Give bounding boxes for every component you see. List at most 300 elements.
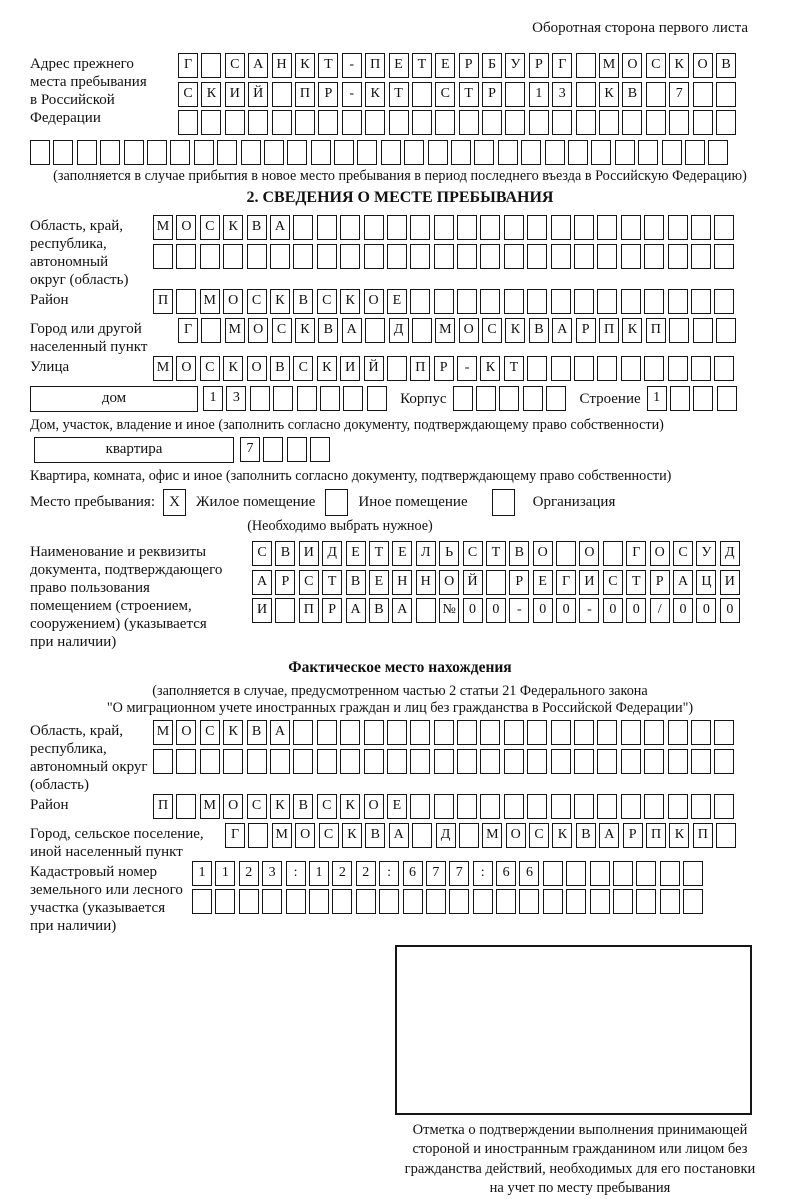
char-box[interactable] <box>644 794 664 819</box>
char-box[interactable] <box>716 318 736 343</box>
char-box[interactable] <box>434 794 454 819</box>
prev-address-row-4[interactable] <box>30 140 770 165</box>
char-box[interactable] <box>716 110 736 135</box>
char-box[interactable] <box>410 794 430 819</box>
char-box[interactable]: О <box>247 356 267 381</box>
char-box[interactable] <box>621 244 641 269</box>
char-box[interactable] <box>566 889 586 914</box>
char-box[interactable] <box>551 356 571 381</box>
char-box[interactable] <box>387 720 407 745</box>
char-box[interactable]: О <box>248 318 268 343</box>
char-box[interactable] <box>527 794 547 819</box>
char-box[interactable]: А <box>673 570 693 595</box>
char-box[interactable]: О <box>176 215 196 240</box>
char-box[interactable]: О <box>364 289 384 314</box>
char-box[interactable]: : <box>286 861 306 886</box>
char-box[interactable] <box>270 244 290 269</box>
char-box[interactable]: А <box>392 598 412 623</box>
char-box[interactable] <box>621 289 641 314</box>
char-box[interactable]: 3 <box>552 82 572 107</box>
char-box[interactable]: П <box>295 82 315 107</box>
char-box[interactable]: К <box>480 356 500 381</box>
char-box[interactable] <box>217 140 237 165</box>
char-box[interactable]: Е <box>369 570 389 595</box>
char-box[interactable]: Ц <box>696 570 716 595</box>
char-box[interactable]: И <box>252 598 272 623</box>
char-box[interactable]: - <box>342 53 362 78</box>
char-box[interactable] <box>410 749 430 774</box>
char-box[interactable] <box>714 749 734 774</box>
char-box[interactable] <box>272 82 292 107</box>
char-box[interactable] <box>457 749 477 774</box>
document-row-3[interactable] <box>252 598 743 623</box>
char-box[interactable] <box>527 720 547 745</box>
char-box[interactable]: К <box>270 289 290 314</box>
char-box[interactable] <box>576 110 596 135</box>
char-box[interactable] <box>644 215 664 240</box>
char-box[interactable]: В <box>247 720 267 745</box>
char-box[interactable]: Н <box>416 570 436 595</box>
char-box[interactable] <box>576 53 596 78</box>
char-box[interactable] <box>153 749 173 774</box>
char-box[interactable] <box>317 720 337 745</box>
char-box[interactable]: С <box>293 356 313 381</box>
document-row-1[interactable] <box>252 541 743 566</box>
char-box[interactable] <box>428 140 448 165</box>
char-box[interactable] <box>708 140 728 165</box>
char-box[interactable] <box>644 356 664 381</box>
char-box[interactable] <box>178 110 198 135</box>
char-box[interactable]: Г <box>178 53 198 78</box>
char-box[interactable] <box>273 386 293 411</box>
char-box[interactable]: 1 <box>309 861 329 886</box>
char-box[interactable]: 1 <box>647 386 667 411</box>
char-box[interactable]: Т <box>318 53 338 78</box>
char-box[interactable]: О <box>533 541 553 566</box>
char-box[interactable] <box>389 110 409 135</box>
char-box[interactable] <box>529 110 549 135</box>
char-box[interactable] <box>318 110 338 135</box>
char-box[interactable]: А <box>252 570 272 595</box>
char-box[interactable]: В <box>293 794 313 819</box>
char-box[interactable]: Т <box>486 541 506 566</box>
char-box[interactable] <box>621 794 641 819</box>
char-box[interactable] <box>170 140 190 165</box>
char-box[interactable]: О <box>176 356 196 381</box>
char-box[interactable] <box>693 386 713 411</box>
char-box[interactable] <box>599 110 619 135</box>
char-box[interactable] <box>434 215 454 240</box>
char-box[interactable] <box>293 720 313 745</box>
char-box[interactable] <box>498 140 518 165</box>
char-box[interactable] <box>597 215 617 240</box>
char-box[interactable]: С <box>317 289 337 314</box>
char-box[interactable] <box>574 215 594 240</box>
char-box[interactable] <box>714 356 734 381</box>
char-box[interactable] <box>225 110 245 135</box>
char-box[interactable] <box>716 823 736 848</box>
char-box[interactable] <box>53 140 73 165</box>
char-box[interactable] <box>201 110 221 135</box>
char-box[interactable]: О <box>176 720 196 745</box>
char-box[interactable]: 0 <box>486 598 506 623</box>
char-box[interactable]: К <box>295 318 315 343</box>
char-box[interactable]: О <box>579 541 599 566</box>
char-box[interactable]: Г <box>178 318 198 343</box>
char-box[interactable]: В <box>365 823 385 848</box>
char-box[interactable] <box>496 889 516 914</box>
char-box[interactable]: С <box>319 823 339 848</box>
checkbox-other-premises[interactable] <box>325 489 348 516</box>
char-box[interactable]: К <box>223 720 243 745</box>
char-box[interactable] <box>662 140 682 165</box>
char-box[interactable]: В <box>509 541 529 566</box>
char-box[interactable] <box>636 889 656 914</box>
char-box[interactable] <box>504 749 524 774</box>
char-box[interactable] <box>714 720 734 745</box>
char-box[interactable]: Б <box>482 53 502 78</box>
char-box[interactable] <box>551 289 571 314</box>
char-box[interactable] <box>622 110 642 135</box>
char-box[interactable] <box>357 140 377 165</box>
char-box[interactable]: С <box>463 541 483 566</box>
char-box[interactable]: С <box>673 541 693 566</box>
char-box[interactable]: - <box>457 356 477 381</box>
char-box[interactable] <box>574 356 594 381</box>
char-box[interactable]: В <box>293 289 313 314</box>
char-box[interactable]: 7 <box>426 861 446 886</box>
char-box[interactable]: К <box>669 823 689 848</box>
char-box[interactable]: В <box>247 215 267 240</box>
char-box[interactable] <box>317 215 337 240</box>
char-box[interactable] <box>457 244 477 269</box>
char-box[interactable] <box>459 823 479 848</box>
char-box[interactable] <box>77 140 97 165</box>
char-box[interactable]: 7 <box>449 861 469 886</box>
char-box[interactable]: 0 <box>696 598 716 623</box>
char-box[interactable]: Е <box>346 541 366 566</box>
char-box[interactable] <box>683 889 703 914</box>
char-box[interactable]: О <box>506 823 526 848</box>
char-box[interactable]: В <box>369 598 389 623</box>
region-row-2[interactable] <box>153 244 738 269</box>
char-box[interactable] <box>717 386 737 411</box>
char-box[interactable] <box>621 720 641 745</box>
char-box[interactable] <box>223 244 243 269</box>
char-box[interactable]: О <box>622 53 642 78</box>
char-box[interactable] <box>551 720 571 745</box>
char-box[interactable] <box>340 244 360 269</box>
char-box[interactable]: 3 <box>226 386 246 411</box>
char-box[interactable] <box>714 794 734 819</box>
char-box[interactable] <box>597 244 617 269</box>
char-box[interactable] <box>636 861 656 886</box>
char-box[interactable]: П <box>153 794 173 819</box>
char-box[interactable]: Е <box>435 53 455 78</box>
char-box[interactable]: Р <box>459 53 479 78</box>
char-box[interactable] <box>100 140 120 165</box>
char-box[interactable] <box>597 749 617 774</box>
district-row[interactable] <box>153 289 738 314</box>
char-box[interactable]: О <box>223 794 243 819</box>
char-box[interactable] <box>480 244 500 269</box>
char-box[interactable] <box>434 749 454 774</box>
char-box[interactable]: К <box>340 289 360 314</box>
char-box[interactable] <box>552 110 572 135</box>
char-box[interactable] <box>272 110 292 135</box>
char-box[interactable]: А <box>270 215 290 240</box>
char-box[interactable] <box>519 889 539 914</box>
char-box[interactable]: 7 <box>669 82 689 107</box>
char-box[interactable] <box>504 215 524 240</box>
char-box[interactable] <box>473 889 493 914</box>
char-box[interactable] <box>453 386 473 411</box>
char-box[interactable] <box>340 749 360 774</box>
char-box[interactable] <box>668 749 688 774</box>
char-box[interactable] <box>343 386 363 411</box>
korpus-boxes[interactable] <box>453 386 570 411</box>
char-box[interactable]: 0 <box>673 598 693 623</box>
char-box[interactable] <box>660 861 680 886</box>
prev-address-row-1[interactable] <box>178 53 739 78</box>
char-box[interactable]: У <box>696 541 716 566</box>
cadastral-row-2[interactable] <box>192 889 707 914</box>
char-box[interactable]: В <box>318 318 338 343</box>
char-box[interactable] <box>215 889 235 914</box>
char-box[interactable] <box>317 244 337 269</box>
char-box[interactable] <box>621 749 641 774</box>
char-box[interactable]: К <box>295 53 315 78</box>
char-box[interactable]: О <box>364 794 384 819</box>
char-box[interactable]: 1 <box>215 861 235 886</box>
char-box[interactable] <box>691 794 711 819</box>
char-box[interactable] <box>499 386 519 411</box>
char-box[interactable]: В <box>576 823 596 848</box>
char-box[interactable]: С <box>482 318 502 343</box>
char-box[interactable]: М <box>153 720 173 745</box>
char-box[interactable] <box>591 140 611 165</box>
char-box[interactable] <box>364 749 384 774</box>
char-box[interactable] <box>574 749 594 774</box>
char-box[interactable] <box>403 889 423 914</box>
char-box[interactable] <box>693 82 713 107</box>
char-box[interactable] <box>410 720 430 745</box>
char-box[interactable]: К <box>342 823 362 848</box>
char-box[interactable] <box>574 794 594 819</box>
prev-address-row-3[interactable] <box>178 110 739 135</box>
char-box[interactable] <box>670 386 690 411</box>
char-box[interactable]: С <box>603 570 623 595</box>
char-box[interactable] <box>714 289 734 314</box>
char-box[interactable]: А <box>599 823 619 848</box>
char-box[interactable]: П <box>410 356 430 381</box>
char-box[interactable]: К <box>223 356 243 381</box>
char-box[interactable] <box>644 749 664 774</box>
char-box[interactable] <box>693 318 713 343</box>
char-box[interactable] <box>176 244 196 269</box>
char-box[interactable]: А <box>270 720 290 745</box>
char-box[interactable]: Г <box>552 53 572 78</box>
char-box[interactable]: - <box>509 598 529 623</box>
char-box[interactable]: К <box>223 215 243 240</box>
char-box[interactable] <box>527 749 547 774</box>
char-box[interactable]: Р <box>650 570 670 595</box>
char-box[interactable]: О <box>459 318 479 343</box>
char-box[interactable]: А <box>552 318 572 343</box>
char-box[interactable]: 0 <box>463 598 483 623</box>
checkbox-organization[interactable] <box>492 489 515 516</box>
region-row-1[interactable] <box>153 215 738 240</box>
char-box[interactable]: Д <box>322 541 342 566</box>
char-box[interactable]: Д <box>389 318 409 343</box>
char-box[interactable] <box>714 215 734 240</box>
char-box[interactable]: 7 <box>240 437 260 462</box>
char-box[interactable]: С <box>317 794 337 819</box>
char-box[interactable]: С <box>529 823 549 848</box>
char-box[interactable]: Р <box>482 82 502 107</box>
char-box[interactable] <box>613 861 633 886</box>
char-box[interactable] <box>476 386 496 411</box>
char-box[interactable] <box>410 244 430 269</box>
char-box[interactable]: С <box>200 356 220 381</box>
char-box[interactable]: К <box>552 823 572 848</box>
char-box[interactable] <box>668 215 688 240</box>
char-box[interactable] <box>295 110 315 135</box>
char-box[interactable] <box>364 720 384 745</box>
char-box[interactable] <box>590 861 610 886</box>
char-box[interactable] <box>247 244 267 269</box>
char-box[interactable] <box>200 244 220 269</box>
char-box[interactable]: М <box>272 823 292 848</box>
char-box[interactable] <box>412 318 432 343</box>
char-box[interactable]: Д <box>720 541 740 566</box>
char-box[interactable] <box>480 215 500 240</box>
char-box[interactable]: П <box>153 289 173 314</box>
char-box[interactable] <box>551 794 571 819</box>
char-box[interactable]: Й <box>364 356 384 381</box>
char-box[interactable]: М <box>200 289 220 314</box>
char-box[interactable] <box>387 356 407 381</box>
char-box[interactable]: С <box>252 541 272 566</box>
char-box[interactable]: М <box>482 823 502 848</box>
char-box[interactable] <box>480 720 500 745</box>
char-box[interactable] <box>668 794 688 819</box>
char-box[interactable]: С <box>435 82 455 107</box>
char-box[interactable]: П <box>365 53 385 78</box>
char-box[interactable] <box>457 720 477 745</box>
char-box[interactable] <box>381 140 401 165</box>
char-box[interactable] <box>416 598 436 623</box>
char-box[interactable] <box>486 570 506 595</box>
char-box[interactable]: О <box>439 570 459 595</box>
char-box[interactable]: 0 <box>720 598 740 623</box>
char-box[interactable]: А <box>389 823 409 848</box>
char-box[interactable] <box>270 749 290 774</box>
char-box[interactable] <box>248 110 268 135</box>
char-box[interactable] <box>241 140 261 165</box>
char-box[interactable] <box>379 889 399 914</box>
char-box[interactable]: К <box>201 82 221 107</box>
char-box[interactable] <box>457 794 477 819</box>
char-box[interactable] <box>457 215 477 240</box>
char-box[interactable] <box>434 289 454 314</box>
char-box[interactable]: С <box>646 53 666 78</box>
char-box[interactable] <box>568 140 588 165</box>
char-box[interactable] <box>574 289 594 314</box>
char-box[interactable] <box>287 140 307 165</box>
char-box[interactable] <box>615 140 635 165</box>
char-box[interactable] <box>317 749 337 774</box>
char-box[interactable] <box>410 289 430 314</box>
char-box[interactable]: Р <box>322 598 342 623</box>
char-box[interactable] <box>543 889 563 914</box>
char-box[interactable]: М <box>153 215 173 240</box>
char-box[interactable]: П <box>693 823 713 848</box>
char-box[interactable] <box>367 386 387 411</box>
char-box[interactable] <box>716 82 736 107</box>
char-box[interactable]: С <box>225 53 245 78</box>
char-box[interactable] <box>387 749 407 774</box>
char-box[interactable] <box>340 215 360 240</box>
char-box[interactable] <box>576 82 596 107</box>
char-box[interactable] <box>482 110 502 135</box>
char-box[interactable] <box>286 889 306 914</box>
char-box[interactable]: Р <box>576 318 596 343</box>
char-box[interactable]: К <box>270 794 290 819</box>
char-box[interactable] <box>556 541 576 566</box>
char-box[interactable] <box>668 356 688 381</box>
char-box[interactable] <box>683 861 703 886</box>
char-box[interactable] <box>201 53 221 78</box>
char-box[interactable]: 3 <box>262 861 282 886</box>
char-box[interactable]: Г <box>225 823 245 848</box>
char-box[interactable] <box>200 749 220 774</box>
char-box[interactable] <box>504 289 524 314</box>
char-box[interactable]: С <box>200 215 220 240</box>
char-box[interactable]: Г <box>626 541 646 566</box>
char-box[interactable] <box>297 386 317 411</box>
char-box[interactable]: Т <box>412 53 432 78</box>
char-box[interactable]: № <box>439 598 459 623</box>
char-box[interactable] <box>364 244 384 269</box>
char-box[interactable] <box>474 140 494 165</box>
char-box[interactable] <box>263 437 283 462</box>
char-box[interactable] <box>685 140 705 165</box>
char-box[interactable] <box>342 110 362 135</box>
char-box[interactable] <box>574 720 594 745</box>
char-box[interactable] <box>545 140 565 165</box>
char-box[interactable] <box>660 889 680 914</box>
char-box[interactable]: А <box>346 598 366 623</box>
char-box[interactable] <box>124 140 144 165</box>
char-box[interactable] <box>194 140 214 165</box>
actual-city-row[interactable] <box>225 823 740 848</box>
char-box[interactable] <box>621 356 641 381</box>
char-box[interactable] <box>691 356 711 381</box>
char-box[interactable] <box>668 720 688 745</box>
char-box[interactable] <box>451 140 471 165</box>
char-box[interactable] <box>293 215 313 240</box>
char-box[interactable]: С <box>247 289 267 314</box>
char-box[interactable]: С <box>178 82 198 107</box>
char-box[interactable] <box>521 140 541 165</box>
char-box[interactable]: 2 <box>239 861 259 886</box>
char-box[interactable] <box>480 749 500 774</box>
char-box[interactable] <box>504 244 524 269</box>
char-box[interactable] <box>693 110 713 135</box>
char-box[interactable] <box>264 140 284 165</box>
char-box[interactable] <box>613 889 633 914</box>
